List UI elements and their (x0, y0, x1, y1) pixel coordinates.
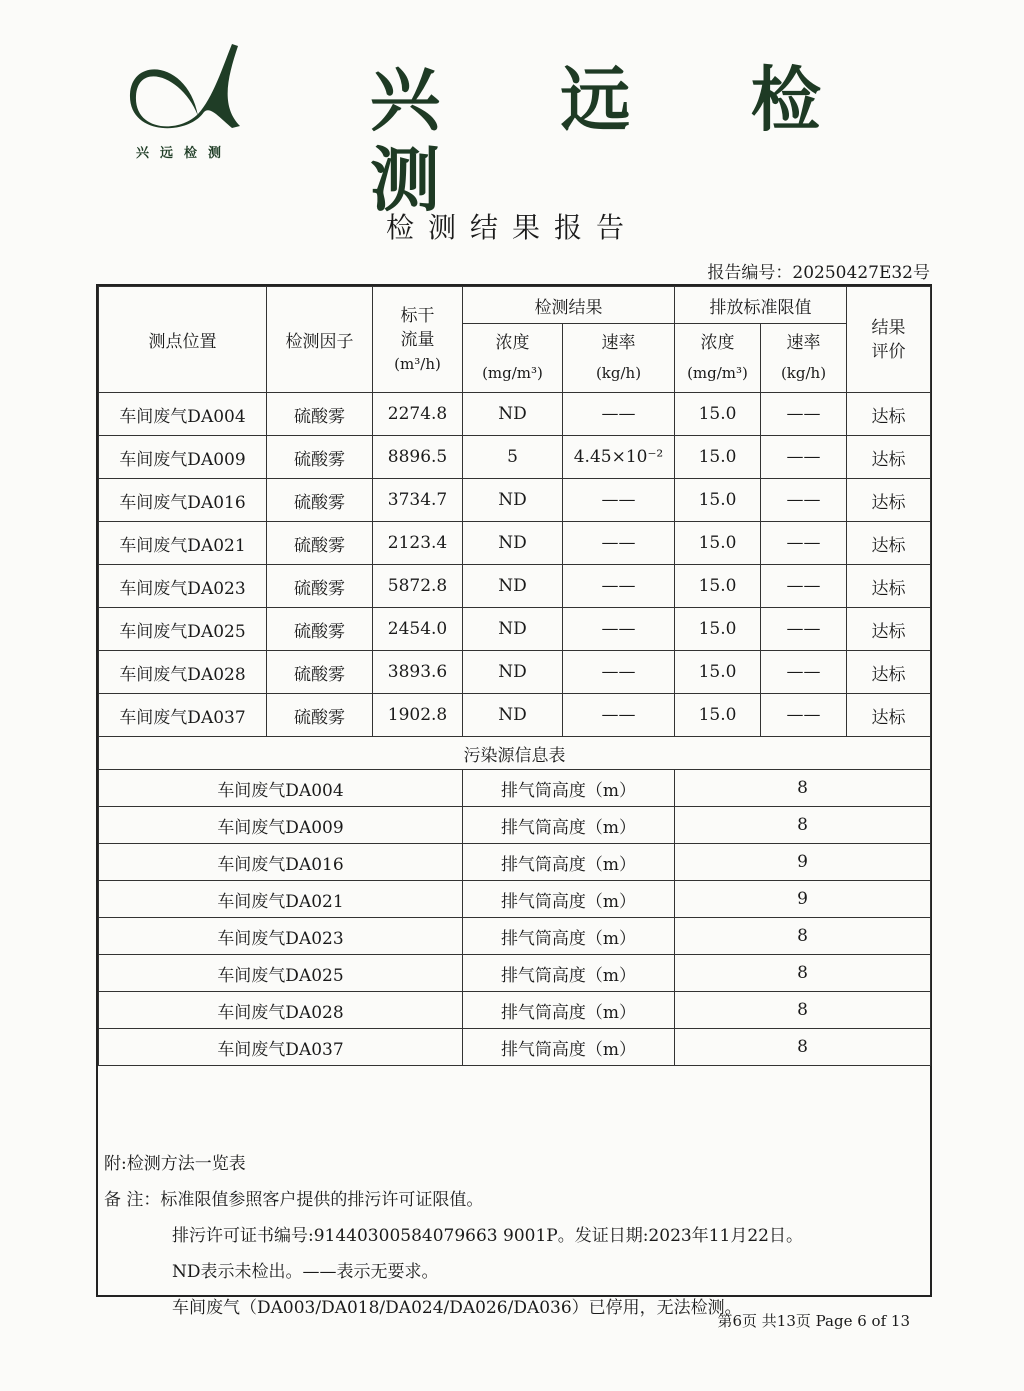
pollution-cell-val: 9 (675, 881, 931, 918)
cell-factor: 硫酸雾 (267, 393, 373, 436)
cell-rate: —— (563, 608, 675, 651)
cell-flow: 8896.5 (373, 436, 463, 479)
logo-caption: 兴远检测 (136, 146, 233, 161)
pollution-row (99, 844, 931, 881)
remark-line-1: 备 注：标准限值参照客户提供的排污许可证限值。 (104, 1190, 484, 1210)
header-limit-conc (675, 324, 761, 393)
cell-loc: 车间废气DA037 (99, 694, 267, 737)
header-result-rate (563, 324, 675, 393)
pollution-row (99, 807, 931, 844)
cell-factor: 硫酸雾 (267, 479, 373, 522)
pollution-cell-val: 8 (675, 1029, 931, 1066)
header-limit: 排放标准限值 (675, 287, 847, 324)
pollution-cell-item: 排气筒高度（m） (463, 1029, 675, 1066)
pollution-cell-val: 8 (675, 918, 931, 955)
cell-eval: 达标 (847, 608, 931, 651)
pollution-cell-val: 8 (675, 807, 931, 844)
results-table (98, 286, 931, 1066)
cell-flow: 2454.0 (373, 608, 463, 651)
pollution-cell-item: 排气筒高度（m） (463, 918, 675, 955)
table-row (99, 436, 931, 479)
pollution-cell-item: 排气筒高度（m） (463, 807, 675, 844)
pollution-cell-loc: 车间废气DA009 (99, 807, 463, 844)
table-row (99, 479, 931, 522)
cell-eval: 达标 (847, 522, 931, 565)
header-eval-label: 结果评价 (871, 317, 906, 362)
pollution-row (99, 955, 931, 992)
pollution-cell-loc: 车间废气DA004 (99, 770, 463, 807)
pollution-section-title: 污染源信息表 (99, 737, 931, 770)
header-flow (373, 287, 463, 393)
cell-conc: ND (463, 522, 563, 565)
rate-label: 速率 (601, 333, 636, 353)
cell-flow: 3734.7 (373, 479, 463, 522)
cell-lrate: —— (761, 393, 847, 436)
cell-loc: 车间废气DA028 (99, 651, 267, 694)
cell-rate: —— (563, 479, 675, 522)
table-row (99, 651, 931, 694)
cell-lrate: —— (761, 436, 847, 479)
pollution-cell-item: 排气筒高度（m） (463, 770, 675, 807)
cell-conc: ND (463, 393, 563, 436)
cell-eval: 达标 (847, 436, 931, 479)
cell-flow: 5872.8 (373, 565, 463, 608)
appendix-note: 附:检测方法一览表 (104, 1154, 246, 1174)
cell-loc: 车间废气DA016 (99, 479, 267, 522)
cell-lconc: 15.0 (675, 608, 761, 651)
pollution-cell-loc: 车间废气DA025 (99, 955, 463, 992)
cell-factor: 硫酸雾 (267, 694, 373, 737)
pollution-cell-item: 排气筒高度（m） (463, 992, 675, 1029)
cell-loc: 车间废气DA021 (99, 522, 267, 565)
cell-loc: 车间废气DA004 (99, 393, 267, 436)
cell-lconc: 15.0 (675, 522, 761, 565)
pollution-cell-loc: 车间废气DA016 (99, 844, 463, 881)
cell-flow: 1902.8 (373, 694, 463, 737)
table-row (99, 565, 931, 608)
cell-rate: —— (563, 651, 675, 694)
cell-lconc: 15.0 (675, 565, 761, 608)
pollution-cell-loc: 车间废气DA023 (99, 918, 463, 955)
cell-lconc: 15.0 (675, 651, 761, 694)
cell-lrate: —— (761, 694, 847, 737)
cell-eval: 达标 (847, 651, 931, 694)
cell-flow: 2123.4 (373, 522, 463, 565)
pollution-cell-val: 8 (675, 955, 931, 992)
cell-eval: 达标 (847, 694, 931, 737)
limit-conc-label: 浓度 (700, 333, 735, 353)
limit-rate-unit: (kg/h) (780, 364, 827, 382)
table-row (99, 393, 931, 436)
cell-lconc: 15.0 (675, 479, 761, 522)
cell-lrate: —— (761, 608, 847, 651)
limit-conc-unit: (mg/m³) (687, 364, 748, 382)
cell-lconc: 15.0 (675, 694, 761, 737)
cell-loc: 车间废气DA009 (99, 436, 267, 479)
page-footer: 第6页 共13页 Page 6 of 13 (717, 1312, 910, 1330)
table-row (99, 608, 931, 651)
notes-block (104, 1126, 924, 1326)
cell-eval: 达标 (847, 393, 931, 436)
cell-rate: —— (563, 694, 675, 737)
conc-label: 浓度 (495, 333, 530, 353)
pollution-row (99, 992, 931, 1029)
cell-conc: ND (463, 651, 563, 694)
cell-conc: ND (463, 479, 563, 522)
cell-factor: 硫酸雾 (267, 436, 373, 479)
pollution-cell-loc: 车间废气DA021 (99, 881, 463, 918)
cell-conc: 5 (463, 436, 563, 479)
pollution-cell-val: 9 (675, 844, 931, 881)
cell-flow: 3893.6 (373, 651, 463, 694)
brand-name: 兴 远 检 测 (370, 58, 869, 221)
remark-line-2: 排污许可证书编号:91440300584079663 9001P。发证日期:2023年11月22日。 (172, 1226, 803, 1246)
cell-conc: ND (463, 694, 563, 737)
cell-eval: 达标 (847, 565, 931, 608)
cell-loc: 车间废气DA023 (99, 565, 267, 608)
conc-unit: (mg/m³) (482, 364, 543, 382)
report-number: 报告编号：20250427E32号 (707, 263, 930, 283)
pollution-cell-item: 排气筒高度（m） (463, 844, 675, 881)
pollution-cell-val: 8 (675, 770, 931, 807)
cell-lrate: —— (761, 651, 847, 694)
cell-rate: —— (563, 522, 675, 565)
pollution-row (99, 881, 931, 918)
cell-loc: 车间废气DA025 (99, 608, 267, 651)
pollution-cell-item: 排气筒高度（m） (463, 881, 675, 918)
header-result-conc (463, 324, 563, 393)
cell-eval: 达标 (847, 479, 931, 522)
header-limit-rate (761, 324, 847, 393)
cell-factor: 硫酸雾 (267, 651, 373, 694)
cell-flow: 2274.8 (373, 393, 463, 436)
limit-rate-label: 速率 (786, 333, 821, 353)
header-result: 检测结果 (463, 287, 675, 324)
header-flow-unit: (m³/h) (394, 354, 441, 373)
cell-lconc: 15.0 (675, 436, 761, 479)
pollution-row (99, 1029, 931, 1066)
cell-lrate: —— (761, 479, 847, 522)
results-document (96, 284, 932, 1318)
cell-lconc: 15.0 (675, 393, 761, 436)
cell-lrate: —— (761, 522, 847, 565)
pollution-row (99, 918, 931, 955)
cell-factor: 硫酸雾 (267, 608, 373, 651)
cell-conc: ND (463, 608, 563, 651)
pollution-cell-loc: 车间废气DA037 (99, 1029, 463, 1066)
pollution-cell-loc: 车间废气DA028 (99, 992, 463, 1029)
pollution-cell-item: 排气筒高度（m） (463, 955, 675, 992)
pollution-cell-val: 8 (675, 992, 931, 1029)
header-eval (847, 287, 931, 393)
cell-lrate: —— (761, 565, 847, 608)
header-location: 测点位置 (99, 287, 267, 393)
cell-factor: 硫酸雾 (267, 522, 373, 565)
table-row (99, 522, 931, 565)
header-factor: 检测因子 (267, 287, 373, 393)
table-row (99, 694, 931, 737)
rate-unit: (kg/h) (595, 364, 642, 382)
remark-line-4: 车间废气（DA003/DA018/DA024/DA026/DA036）已停用，无法检测。 (172, 1298, 742, 1318)
cell-conc: ND (463, 565, 563, 608)
remark-line-3: ND表示未检出。——表示无要求。 (172, 1262, 439, 1282)
pollution-row (99, 770, 931, 807)
cell-rate: 4.45×10⁻² (563, 436, 675, 479)
cell-factor: 硫酸雾 (267, 565, 373, 608)
header-flow-label: 标干流量 (400, 305, 435, 350)
cell-rate: —— (563, 393, 675, 436)
report-title: 检测结果报告 (385, 211, 638, 244)
cell-rate: —— (563, 565, 675, 608)
